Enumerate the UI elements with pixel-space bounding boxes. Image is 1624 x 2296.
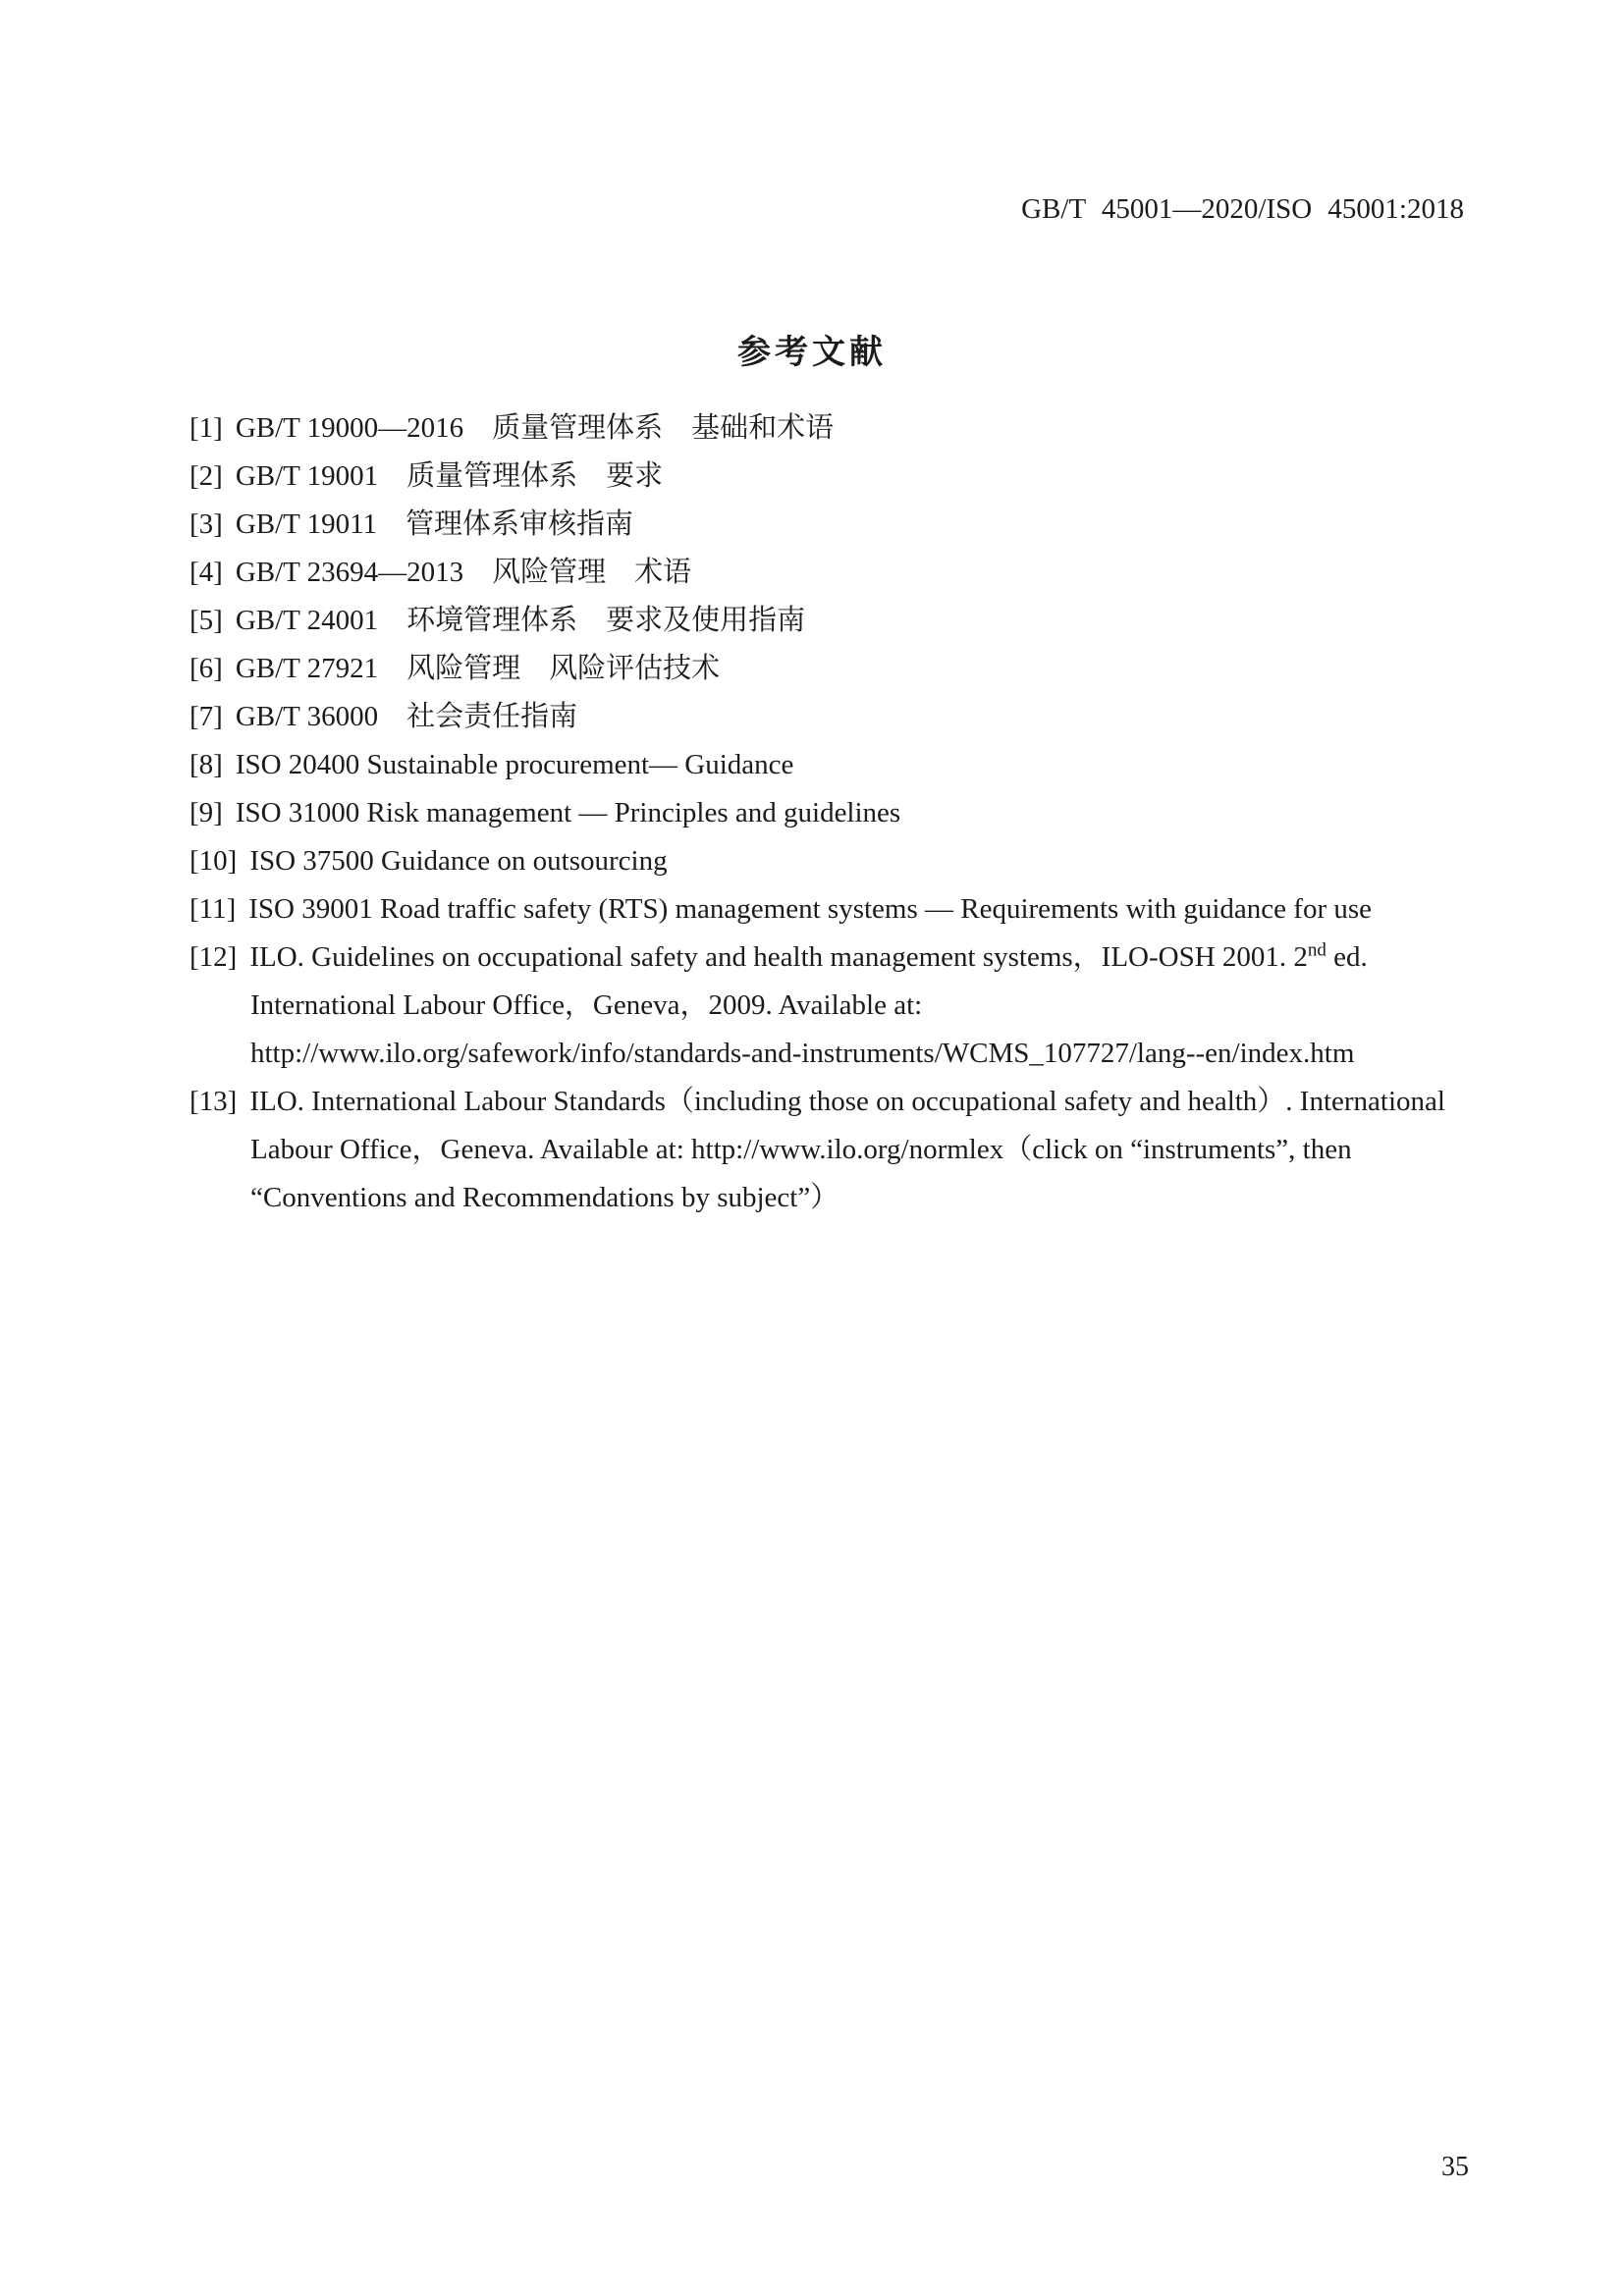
reference-item	[189, 645, 1500, 693]
reference-text: GB/T 19001 质量管理体系 要求	[235, 460, 664, 492]
reference-text: GB/T 19000—2016 质量管理体系 基础和术语	[235, 412, 835, 444]
reference-item	[189, 501, 1500, 549]
reference-text: ILO. Guidelines on occupational safety and health management systems，ILO-OSH 2001. 2	[249, 941, 1308, 973]
reference-text: http://www.ilo.org/safework/info/standards-and-instruments/WCMS_107727/lang--en/index.htm	[250, 1038, 1355, 1069]
reference-item	[189, 453, 1500, 501]
reference-line	[189, 1126, 1500, 1174]
reference-item	[189, 549, 1500, 597]
reference-item	[189, 934, 1500, 1078]
reference-line	[189, 789, 1500, 837]
reference-number: [1]	[189, 412, 223, 444]
reference-text: GB/T 27921 风险管理 风险评估技术	[235, 653, 721, 684]
reference-text: ISO 37500 Guidance on outsourcing	[249, 845, 668, 877]
reference-number: [9]	[189, 797, 223, 828]
reference-line	[189, 1078, 1500, 1126]
reference-item	[189, 597, 1500, 645]
reference-text: ISO 20400 Sustainable procurement— Guidance	[235, 749, 794, 780]
reference-number: [8]	[189, 749, 223, 780]
reference-number: [4]	[189, 557, 223, 588]
reference-text: ISO 39001 Road traffic safety (RTS) management systems — Requirements with guidance for use	[248, 893, 1373, 925]
reference-line	[189, 693, 1500, 741]
reference-number: [2]	[189, 460, 223, 492]
reference-text: ed.	[1326, 941, 1368, 973]
reference-text: GB/T 24001 环境管理体系 要求及使用指南	[235, 605, 806, 636]
reference-text: International Labour Office，Geneva，2009. Available at:	[250, 989, 923, 1021]
reference-item	[189, 885, 1500, 934]
reference-item	[189, 741, 1500, 789]
reference-number: [7]	[189, 701, 223, 732]
bibliography-title: 参考文献	[737, 334, 887, 371]
reference-line	[189, 1030, 1500, 1078]
reference-line	[189, 453, 1500, 501]
reference-line	[189, 549, 1500, 597]
reference-item	[189, 693, 1500, 741]
reference-line	[189, 1174, 1500, 1222]
reference-number: [13]	[189, 1086, 238, 1117]
reference-list	[189, 404, 1500, 1222]
reference-number: [3]	[189, 508, 223, 540]
reference-line	[189, 645, 1500, 693]
reference-number: [10]	[189, 845, 238, 877]
reference-item	[189, 1078, 1500, 1222]
reference-line	[189, 404, 1500, 453]
reference-number: [6]	[189, 653, 223, 684]
standard-code-header: GB/T 45001—2020/ISO 45001:2018	[1021, 193, 1464, 225]
reference-number: [12]	[189, 941, 238, 973]
reference-line	[189, 934, 1500, 982]
reference-line	[189, 597, 1500, 645]
reference-item	[189, 789, 1500, 837]
reference-text: GB/T 36000 社会责任指南	[235, 701, 578, 732]
reference-line	[189, 501, 1500, 549]
reference-text: “Conventions and Recommendations by subject”）	[250, 1182, 839, 1213]
reference-text: Labour Office，Geneva. Available at: http://www.ilo.org/normlex（click on “instruments”, then	[250, 1134, 1352, 1165]
reference-line	[189, 982, 1500, 1030]
reference-item	[189, 837, 1500, 885]
reference-line	[189, 741, 1500, 789]
reference-number: [5]	[189, 605, 223, 636]
reference-number: [11]	[189, 893, 237, 925]
reference-text: ISO 31000 Risk management — Principles and guidelines	[235, 797, 901, 828]
reference-text: ILO. International Labour Standards（including those on occupational safety and health）. International	[249, 1086, 1445, 1117]
page-number: 35	[1441, 2152, 1469, 2182]
reference-line	[189, 885, 1500, 934]
reference-text: GB/T 19011 管理体系审核指南	[235, 508, 634, 540]
reference-text: GB/T 23694—2013 风险管理 术语	[235, 557, 692, 588]
reference-item	[189, 404, 1500, 453]
reference-line	[189, 837, 1500, 885]
superscript-text: nd	[1307, 939, 1326, 961]
